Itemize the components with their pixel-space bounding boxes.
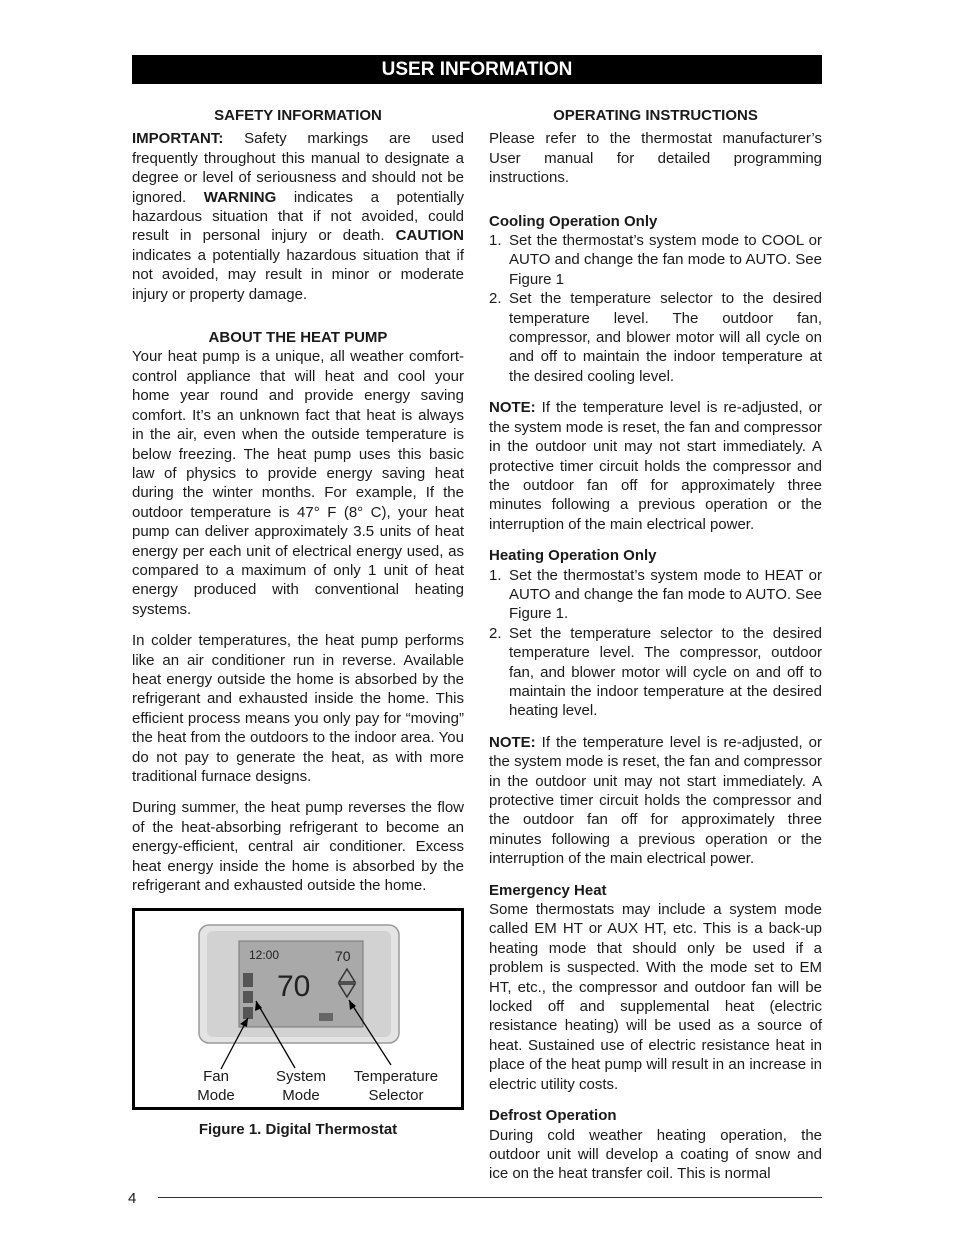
page-number: 4 <box>128 1190 137 1207</box>
step-text: Set the temperature selector to the desired temperature level. The compressor, outdoor fan, and blower motor will cycle on and off to maintain the indoor temperature at the desired heating level. <box>509 624 822 720</box>
safety-text-2: indicates a potentially hazardous situation that if not avoided, could result in personal injury or death. <box>132 188 465 245</box>
cooling-steps <box>489 231 822 386</box>
note-text: If the temperature level is re-adjusted, or the system mode is reset, the fan and compressor in the outdoor unit may not start immediately. A protective timer circuit holds the compressor and the outdoor fan off for approximately three minutes following a previous operation or the interruption of the main electrical power. <box>489 399 822 533</box>
about-paragraph-1: Your heat pump is a unique, all weather comfort-control appliance that will heat and cool your home year round and provide energy saving comfort. It’s an unknown fact that heat is always in the air, even when the outside temperature is below freezing. The heat pump uses this basic law of physics to provide energy saving heat during the winter months. For example, If the outdoor temperature is 47° F (8° C), your heat pump can deliver approximately 3.5 units of heat energy per each unit of electrical energy used, as compared to a maximum of only 1 unit of heat energy produced with conventional heating systems. <box>132 348 464 618</box>
cooling-note <box>489 398 822 534</box>
list-item <box>489 231 822 289</box>
step-text: Set the temperature selector to the desired temperature level. The outdoor fan, compressor, and blower motor will all cycle on and off to maintain the indoor temperature at the desired cooling level. <box>509 290 822 385</box>
operating-intro: Please refer to the thermostat manufacturer’s User manual for detailed programming instructions. <box>489 130 822 187</box>
system-mode-label-line-2: Mode <box>282 1087 320 1104</box>
step-number: 1. <box>489 566 502 584</box>
temperature-selector-label <box>346 1067 446 1105</box>
defrost-paragraph: During cold weather heating operation, the outdoor unit will develop a coating of snow and ice on the heat transfer coil. This is normal <box>489 1126 822 1183</box>
left-column <box>132 106 464 895</box>
heating-note <box>489 733 822 869</box>
heating-heading: Heating Operation Only <box>489 547 657 565</box>
defrost-heading: Defrost Operation <box>489 1107 617 1125</box>
note-label: NOTE: <box>489 399 536 417</box>
note-text: If the temperature level is re-adjusted, or the system mode is reset, the fan and compressor in the outdoor unit may not start immediately. A protective timer circuit holds the compressor and the outdoor fan off for approximately three minutes following a previous operation or the interruption of the main electrical power. <box>489 733 822 868</box>
temperature-selector-label-line-1: Temperature <box>353 1068 439 1085</box>
list-item <box>489 624 822 721</box>
about-paragraph-3: During summer, the heat pump reverses the flow of the heat-absorbing refrigerant to become an energy-efficient, central air conditioner. Excess heat energy inside the home is absorbed by the refrigerant and exhausted outside the home. <box>132 799 464 895</box>
emergency-paragraph: Some thermostats may include a system mode called EM HT or AUX HT, etc. This is a back-up heating mode that should only be used if a problem is suspected. With the mode set to EM HT, etc., the compressor and outdoor fan will be locked off and supplemental heat (electric resistance heating) will be used as a source of heat. Sustained use of electric resistance heat in place of the heat pump will result in an increase in electric utility costs. <box>489 901 822 1093</box>
step-text: Set the thermostat’s system mode to COOL or AUTO and change the fan mode to AUTO. See Figure 1 <box>509 232 822 288</box>
step-number: 2. <box>489 624 502 642</box>
heating-steps <box>489 566 822 721</box>
figure-caption: Figure 1. Digital Thermostat <box>198 1121 398 1138</box>
fan-mode-label <box>191 1067 241 1105</box>
section-banner <box>132 55 822 84</box>
display-time: 12:00 <box>249 948 280 962</box>
system-mode-label-line-1: System <box>275 1068 326 1085</box>
step-number: 1. <box>489 232 502 250</box>
display-setpoint: 70 <box>335 948 351 964</box>
section-title: USER INFORMATION <box>381 58 573 80</box>
important-label: IMPORTANT: <box>132 130 224 148</box>
safety-heading: SAFETY INFORMATION <box>214 107 382 124</box>
safety-paragraph <box>132 129 464 304</box>
safety-text-1: Safety markings are used frequently throughout this manual to designate a degree or level of seriousness and should not be ignored. <box>132 130 464 206</box>
list-item <box>489 289 822 386</box>
system-mode-label <box>269 1067 333 1105</box>
right-column <box>489 106 822 1184</box>
footer-rule <box>158 1197 822 1198</box>
thermostat-figure <box>132 908 464 1110</box>
emergency-heading: Emergency Heat <box>489 881 607 899</box>
fan-mode-label-line-2: Mode <box>197 1087 235 1104</box>
temperature-selector-label-line-2: Selector <box>368 1087 424 1104</box>
about-heading: ABOUT THE HEAT PUMP <box>208 329 388 347</box>
list-item <box>489 566 822 624</box>
note-label: NOTE: <box>489 733 536 751</box>
safety-text-3: indicates a potentially hazardous situation that if not avoided, may result in minor or moderate injury or property damage. <box>132 246 464 303</box>
operating-heading: OPERATING INSTRUCTIONS <box>553 107 758 124</box>
step-number: 2. <box>489 290 502 308</box>
display-temperature: 70 <box>277 970 311 1003</box>
fan-mode-label-line-1: Fan <box>203 1068 229 1085</box>
caution-label: CAUTION <box>395 227 464 245</box>
cooling-heading: Cooling Operation Only <box>489 212 658 230</box>
warning-label: WARNING <box>203 188 277 206</box>
step-text: Set the thermostat’s system mode to HEAT or AUTO and change the fan mode to AUTO. See Figure 1. <box>509 566 822 623</box>
about-paragraph-2: In colder temperatures, the heat pump performs like an air conditioner run in reverse. Available heat energy outside the home is absorbed by the refrigerant and exhausted inside the home. This efficient process means you only pay for “moving” the heat from the outdoors to the indoor area. You do not pay to generate the heat, as with more traditional furnace designs. <box>132 632 464 785</box>
